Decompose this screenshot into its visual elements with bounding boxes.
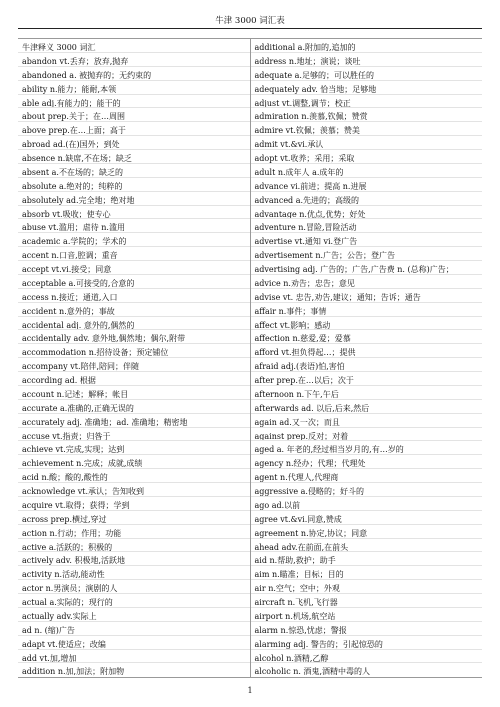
vocabulary-entry: accurately adj. 准确地；ad. 准确地；精密地 (18, 414, 250, 428)
vocabulary-entry: access n.接近；通道,入口 (18, 289, 250, 303)
vocabulary-entry: acquire vt.取得；获得；学到 (18, 497, 250, 511)
vocabulary-entry: afterwards ad. 以后,后来,然后 (251, 400, 483, 414)
vocabulary-entry: advantage n.优点,优势；好处 (251, 206, 483, 220)
vocabulary-entry: afford vt.担负得起…；提供 (251, 344, 483, 358)
vocabulary-entry: action n.行动；作用；功能 (18, 525, 250, 539)
vocabulary-entry: accurate a.准确的,正确无误的 (18, 400, 250, 414)
vocabulary-entry: absorb vt.吸收；使专心 (18, 206, 250, 220)
vocabulary-entry: adapt vt.使适应；改编 (18, 636, 250, 650)
vocabulary-entry: accidentally adv. 意外地,偶然地；偶尔,附带 (18, 330, 250, 344)
vocabulary-entry: alcohol n.酒精,乙醇 (251, 650, 483, 664)
vocabulary-entry: accident n.意外的；事故 (18, 303, 250, 317)
vocabulary-entry: accept vt.vi.接受；同意 (18, 261, 250, 275)
vocabulary-entry: absence n.缺席,不在场；缺乏 (18, 150, 250, 164)
vocabulary-entry: ability n.能力；能耐,本领 (18, 81, 250, 95)
vocabulary-entry: affect vt.影响；感动 (251, 317, 483, 331)
vocabulary-entry: airport n.机场,航空站 (251, 608, 483, 622)
vocabulary-entry: alarm n.惊恐,忧虑；警报 (251, 622, 483, 636)
vocabulary-entry: add vt.加,增加 (18, 650, 250, 664)
vocabulary-entry: accommodation n.招待设备；预定铺位 (18, 344, 250, 358)
vocabulary-entry: actually adv.实际上 (18, 608, 250, 622)
vocabulary-entry: again ad.又一次；而且 (251, 414, 483, 428)
vocabulary-entry: achieve vt.完成,实现；达到 (18, 441, 250, 455)
vocabulary-entry: address n.地址；演说；谈吐 (251, 53, 483, 67)
vocabulary-entry: advanced a.先进的；高级的 (251, 192, 483, 206)
vocabulary-entry: admit vt.&vi.承认 (251, 136, 483, 150)
vocabulary-entry: acknowledge vt.承认；告知收到 (18, 483, 250, 497)
vocabulary-entry: actor n.男演员；演剧的人 (18, 580, 250, 594)
vocabulary-entry: acid n.酸；酸的,酸性的 (18, 469, 250, 483)
right-column (250, 39, 483, 677)
vocabulary-entry: aged a. 年老的,经过相当岁月的,有…岁的 (251, 441, 483, 455)
vocabulary-entry: above prep.在…上面；高于 (18, 122, 250, 136)
vocabulary-entry: adjust vt.调整,调节；校正 (251, 95, 483, 109)
vocabulary-entry: adequate a.足够的；可以胜任的 (251, 67, 483, 81)
vocabulary-entry: advise vt. 忠告,劝告,建议；通知；告诉；通告 (251, 289, 483, 303)
vocabulary-entry: ago ad.以前 (251, 497, 483, 511)
vocabulary-entry: active a.活跃的；积极的 (18, 539, 250, 553)
vocabulary-entry: advance vi.前进；提高 n.进展 (251, 178, 483, 192)
vocabulary-entry: actual a.实际的；现行的 (18, 594, 250, 608)
vocabulary-entry: affair n.事件；事情 (251, 303, 483, 317)
vocabulary-entry: aim n.瞄准；目标；目的 (251, 566, 483, 580)
vocabulary-entry: ahead adv.在前面,在前头 (251, 539, 483, 553)
vocabulary-entry: agree vt.&vi.同意,赞成 (251, 511, 483, 525)
vocabulary-entry: addition n.加,加法；附加物 (22, 667, 125, 677)
vocabulary-entry: aggressive a.侵略的；好斗的 (251, 483, 483, 497)
vocabulary-entry: alcoholic n. 酒鬼,酒精中毒的人 (254, 667, 371, 677)
vocabulary-entry: afraid adj.(表语)怕,害怕 (251, 358, 483, 372)
vocabulary-entry: admiration n.羡慕,钦佩；赞赏 (251, 108, 483, 122)
vocabulary-entry: advertisement n.广告；公告；登广告 (251, 247, 483, 261)
vocabulary-entry: acceptable a.可接受的,合意的 (18, 275, 250, 289)
vocabulary-table (18, 38, 482, 678)
vocabulary-entry: ad n. (缩)广告 (18, 622, 250, 636)
vocabulary-entry: accent n.口音,腔调；重音 (18, 247, 250, 261)
vocabulary-entry: abandoned a. 被抛弃的；无约束的 (18, 67, 250, 81)
vocabulary-entry: advice n.劝告；忠告；意见 (251, 275, 483, 289)
vocabulary-entry: accidental adj. 意外的,偶然的 (18, 317, 250, 331)
vocabulary-entry: achievement n.完成；成就,成绩 (18, 455, 250, 469)
vocabulary-entry: air n.空气；空中；外观 (251, 580, 483, 594)
vocabulary-entry: adventure n.冒险,冒险活动 (251, 219, 483, 233)
vocabulary-entry: across prep.横过,穿过 (18, 511, 250, 525)
vocabulary-entry: adequately adv. 恰当地；足够地 (251, 81, 483, 95)
left-column (18, 39, 250, 677)
vocabulary-entry: able adj.有能力的；能干的 (18, 95, 250, 109)
vocabulary-entry: after prep.在…以后；次于 (251, 372, 483, 386)
vocabulary-entry: against prep.反对；对着 (251, 428, 483, 442)
vocabulary-entry: accuse vt.指责；归咎于 (18, 428, 250, 442)
vocabulary-entry: actively adv. 积极地,活跃地 (18, 552, 250, 566)
vocabulary-entry: aircraft n.飞机,飞行器 (251, 594, 483, 608)
vocabulary-entry: about prep.关于；在…周围 (18, 108, 250, 122)
vocabulary-entry: admire vt.钦佩；羡慕；赞美 (251, 122, 483, 136)
vocabulary-entry: aid n.帮助,救护；助手 (251, 552, 483, 566)
vocabulary-entry: absolutely ad.完全地；绝对地 (18, 192, 250, 206)
vocabulary-entry: agency n.经办；代理；代理处 (251, 455, 483, 469)
vocabulary-entry: advertising adj. 广告的；广告,广告费 n. (总称)广告； (251, 261, 483, 275)
page-number: 1 (247, 686, 253, 695)
vocabulary-entry: according ad. 根据 (18, 372, 250, 386)
vocabulary-entry: accompany vt.陪伴,陪同；伴随 (18, 358, 250, 372)
vocabulary-entry: account n.记述；解释；帐目 (18, 386, 250, 400)
vocabulary-entry: abandon vt.丢弃；放弃,抛弃 (18, 53, 250, 67)
vocabulary-entry: absent a.不在场的；缺乏的 (18, 164, 250, 178)
vocabulary-entry: absolute a.绝对的；纯粹的 (18, 178, 250, 192)
vocabulary-entry: agent n.代理人,代理商 (251, 469, 483, 483)
vocabulary-entry: academic a.学院的；学术的 (18, 233, 250, 247)
vocabulary-entry: affection n.慈爱,爱；爱慕 (251, 330, 483, 344)
vocabulary-entry: adult n.成年人 a.成年的 (251, 164, 483, 178)
page-header: 牛津 3000 词汇表 (18, 14, 482, 29)
vocabulary-entry: afternoon n.下午,午后 (251, 386, 483, 400)
vocabulary-entry: activity n.活动,能动性 (18, 566, 250, 580)
table-heading: 牛津释义 3000 词汇 (18, 39, 250, 53)
vocabulary-entry: adopt vt.收养；采用；采取 (251, 150, 483, 164)
vocabulary-entry: advertise vt.通知 vi.登广告 (251, 233, 483, 247)
vocabulary-entry: additional a.附加的,追加的 (251, 39, 483, 53)
vocabulary-entry: alarming adj. 警告的；引起惊恐的 (251, 636, 483, 650)
vocabulary-entry: abroad ad.(在)国外；到处 (18, 136, 250, 150)
vocabulary-entry: abuse vt.滥用；虐待 n.滥用 (18, 219, 250, 233)
vocabulary-entry: agreement n.协定,协议；同意 (251, 525, 483, 539)
